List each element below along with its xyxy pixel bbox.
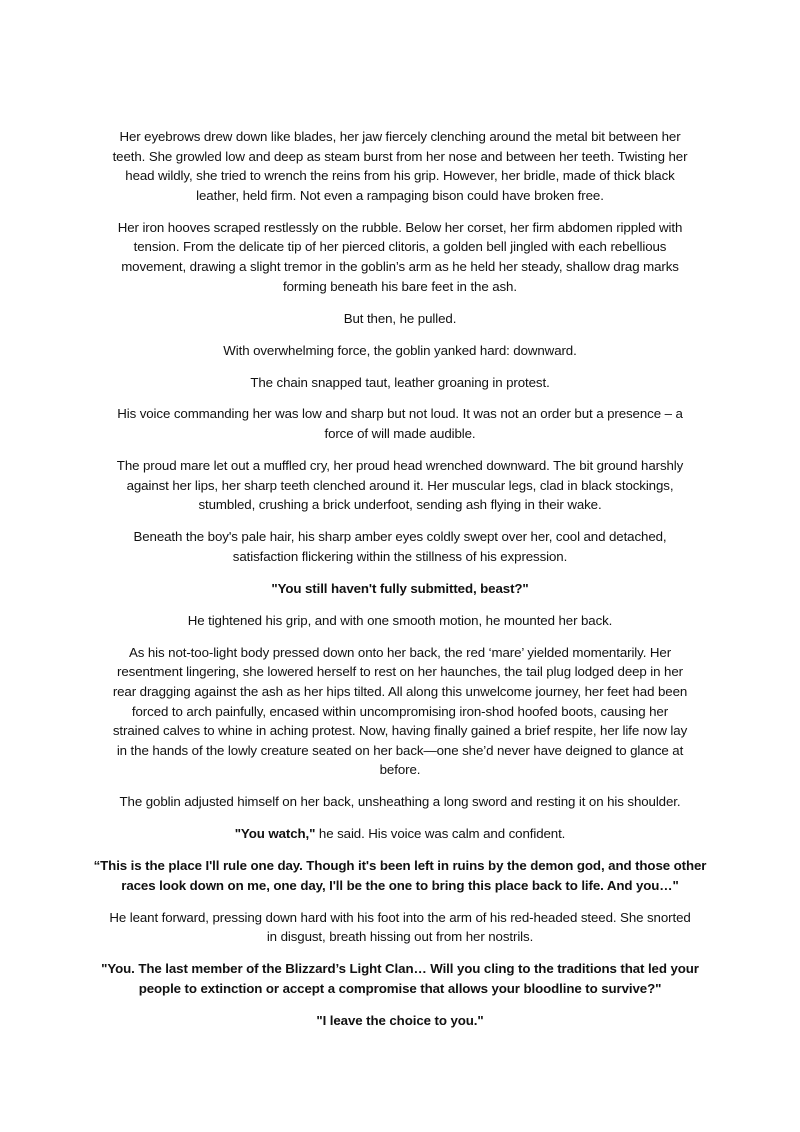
text-line: forming beneath his bare feet in the ash.: [283, 278, 517, 294]
paragraph: [90, 341, 710, 361]
text-line: teeth. She growled low and deep as steam burst from her nose and between her teeth. Twisting her: [112, 148, 688, 164]
text-line: Beneath the boy's pale hair, his sharp amber eyes coldly swept over her, cool and detached,: [133, 529, 667, 545]
paragraph: [90, 824, 710, 844]
paragraph: [90, 127, 710, 205]
paragraph: [90, 527, 710, 566]
narration: he said. His voice was calm and confident.: [315, 826, 566, 842]
text-line: in the hands of the lowly creature seated on her back—one she’d never have deigned to glance at: [116, 742, 684, 758]
text-line: rear dragging against the ash as her hips tilted. All along this unwelcome journey, her feet had been: [112, 683, 688, 699]
text-line: "You. The last member of the Blizzard’s Light Clan… Will you cling to the traditions that led your: [101, 961, 699, 977]
text-line: strained calves to whine in aching protest. Now, having finally gained a brief respite, her life now lay: [112, 723, 688, 739]
paragraph: [90, 959, 710, 998]
text-line: "I leave the choice to you.": [316, 1013, 484, 1029]
text-line: [90, 824, 710, 844]
text-line: movement, drawing a slight tremor in the goblin’s arm as he held her steady, shallow drag marks: [121, 258, 679, 274]
text-line: "You still haven't fully submitted, beast?": [271, 580, 529, 596]
paragraph: [90, 643, 710, 780]
paragraph: [90, 456, 710, 515]
text-line: tension. From the delicate tip of her pierced clitoris, a golden bell jingled with each rebellious: [133, 239, 667, 255]
text-line: force of will made audible.: [324, 426, 476, 442]
paragraph: [90, 856, 710, 895]
text-line: He leant forward, pressing down hard with his foot into the arm of his red-headed steed. She snorted: [109, 909, 691, 925]
text-line: against her lips, her sharp teeth clenched around it. Her muscular legs, clad in black stockings,: [126, 477, 674, 493]
text-line: The proud mare let out a muffled cry, her proud head wrenched downward. The bit ground harshly: [116, 458, 684, 474]
paragraph: [90, 1011, 710, 1031]
paragraph: [90, 579, 710, 599]
text-line: Her eyebrows drew down like blades, her jaw fiercely clenching around the metal bit between her: [119, 129, 681, 144]
text-line: satisfaction flickering within the stillness of his expression.: [232, 548, 568, 564]
text-line: But then, he pulled.: [343, 310, 457, 326]
text-line: forced to arch painfully, encased within uncompromising iron-shod hoofed boots, causing her: [131, 703, 669, 719]
text-line: stumbled, crushing a brick underfoot, sending ash flying in their wake.: [198, 497, 602, 513]
text-line: As his not-too-light body pressed down onto her back, the red ‘mare’ yielded momentarily. Her: [128, 644, 672, 660]
document-page: [90, 127, 710, 1043]
text-line: “This is the place I'll rule one day. Though it's been left in ruins by the demon god, and those other: [93, 858, 707, 874]
text-line: people to extinction or accept a compromise that allows your bloodline to survive?": [138, 981, 662, 997]
text-line: Her iron hooves scraped restlessly on the rubble. Below her corset, her firm abdomen rippled with: [117, 219, 683, 235]
dialogue-bold: "You watch,": [234, 826, 316, 842]
text-line: He tightened his grip, and with one smooth motion, he mounted her back.: [187, 612, 613, 628]
text-line: His voice commanding her was low and sharp but not loud. It was not an order but a presence – a: [117, 406, 683, 422]
paragraph: [90, 908, 710, 947]
text-line: The goblin adjusted himself on her back, unsheathing a long sword and resting it on his shoulder.: [119, 794, 681, 810]
text-line: leather, held firm. Not even a rampaging bison could have broken free.: [196, 187, 604, 203]
paragraph: [90, 373, 710, 393]
text-line: The chain snapped taut, leather groaning in protest.: [250, 374, 550, 390]
text-line: head wildly, she tried to wrench the reins from his grip. However, her bridle, made of thick black: [125, 168, 675, 184]
text-line: in disgust, breath hissing out from her nostrils.: [266, 929, 534, 945]
text-line: resentment lingering, she lowered herself to rest on her haunches, the tail plug lodged deep in her: [117, 664, 683, 680]
text-line: races look down on me, one day, I'll be the one to bring this place back to life. And you…": [121, 877, 679, 893]
paragraph: [90, 404, 710, 443]
paragraph: [90, 611, 710, 631]
text-line: before.: [379, 762, 421, 778]
text-line: With overwhelming force, the goblin yanked hard: downward.: [223, 342, 577, 358]
paragraph: [90, 309, 710, 329]
paragraph: [90, 218, 710, 296]
paragraph: [90, 792, 710, 812]
